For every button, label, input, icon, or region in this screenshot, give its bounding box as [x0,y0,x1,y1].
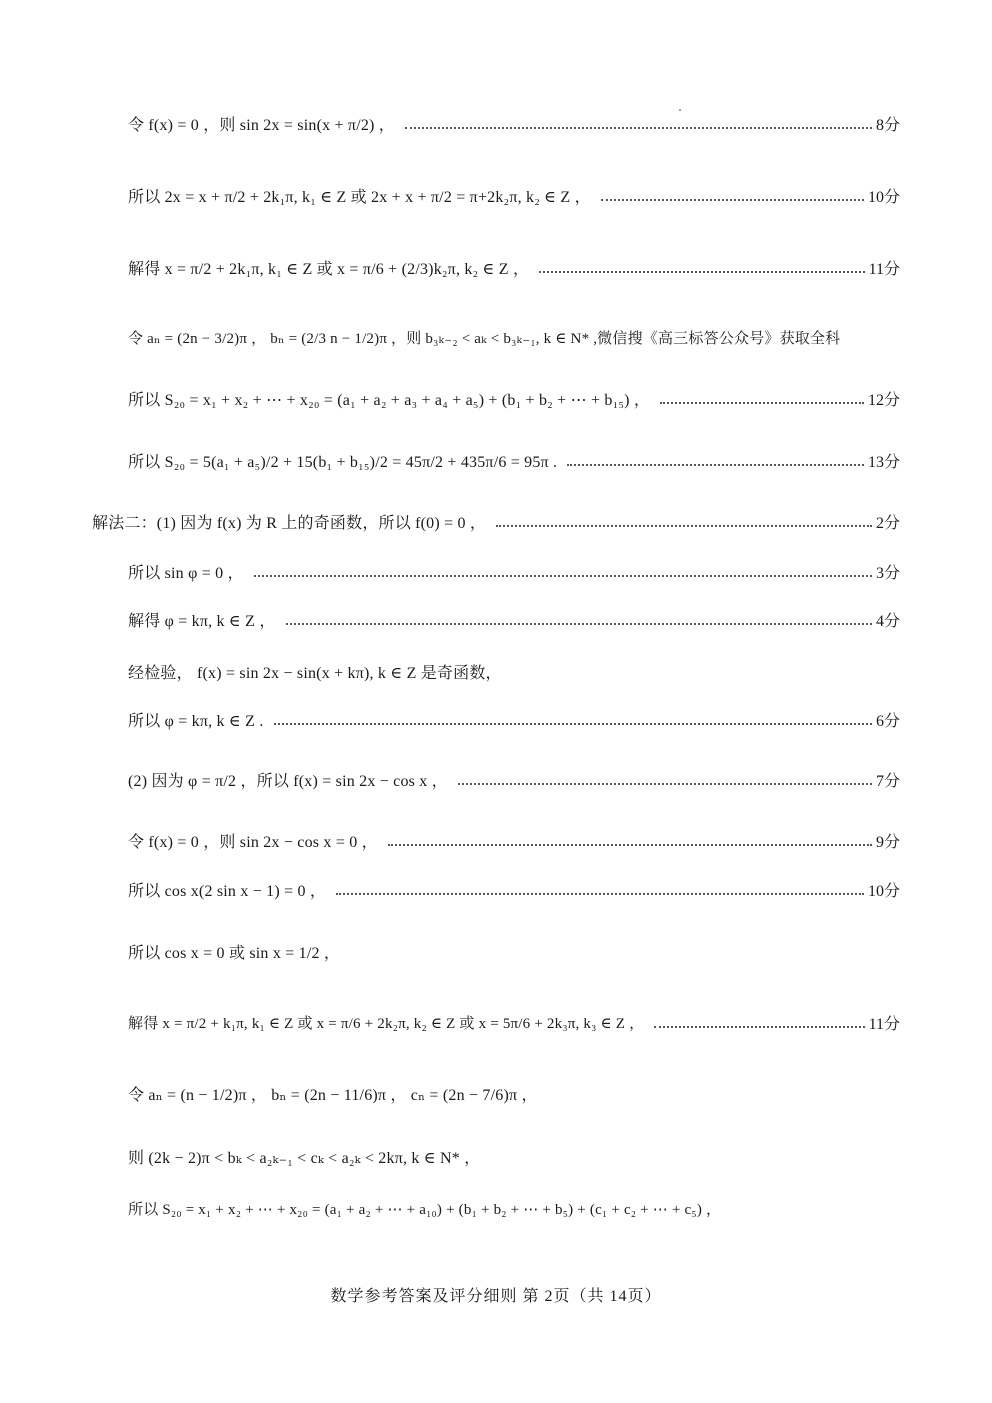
dot-leader [254,575,872,577]
line-text: (2) 因为 φ = π/2 ，所以 f(x) = sin 2x − cos x ， [128,773,448,790]
line-9 [128,608,900,631]
score: 6分 [875,713,900,730]
dot-leader [405,127,872,129]
line-8 [128,560,900,583]
dot-leader [539,271,864,273]
line-5 [128,387,900,410]
dot-leader [286,623,872,625]
line-15 [128,940,900,963]
score: 10分 [867,189,900,206]
score: 11分 [868,261,900,278]
dot-leader [388,844,872,846]
line-6 [128,449,900,472]
line-1 [128,112,900,135]
score: 13分 [867,454,900,471]
line-13 [128,829,900,852]
line-18 [128,1145,900,1168]
line-7 [92,510,900,533]
line-text: 解得 x = π/2 + 2k₁π, k₁ ∈ Z 或 x = π/6 + (2/3)k₂π, k₂ ∈ Z ， [128,261,530,278]
line-text: 所以 φ = kπ, k ∈ Z . [128,713,264,730]
dot-leader [567,464,864,466]
score: 11分 [868,1016,900,1033]
line-2 [128,184,900,207]
line-text: 所以 S₂₀ = x₁ + x₂ + ⋯ + x₂₀ = (a₁ + a₂ + ⋯ + a₁₀) + (b₁ + b₂ + ⋯ + b₅) + (c₁ + c₂ + ⋯ + c₅) ， [128,1202,722,1218]
line-text: 所以 cos x(2 sin x − 1) = 0 ， [128,883,327,900]
line-16 [128,1011,900,1034]
line-4 [128,327,900,348]
line-12 [128,768,900,791]
dot-leader [601,199,864,201]
line-3 [128,256,900,279]
dot-leader [458,783,872,785]
line-text: 所以 sin φ = 0 ， [128,565,244,582]
line-10 [128,660,900,683]
dot-leader [336,893,864,895]
line-text: 所以 S₂₀ = 5(a₁ + a₅)/2 + 15(b₁ + b₁₅)/2 = 45π/2 + 435π/6 = 95π . [128,454,558,471]
line-text: 令 f(x) = 0 ，则 sin 2x = sin(x + π/2) ， [128,117,395,134]
score: 8分 [875,117,900,134]
line-17 [128,1082,900,1105]
line-11 [128,708,900,731]
dot-leader [654,1026,864,1028]
page-footer: 数学参考答案及评分细则 第 2页（共 14页） [330,1288,662,1305]
line-14 [128,878,900,901]
line-text: 经检验， f(x) = sin 2x − sin(x + kπ), k ∈ Z 是奇函数， [128,665,502,682]
dot-leader [660,402,864,404]
line-text: 所以 S₂₀ = x₁ + x₂ + ⋯ + x₂₀ = (a₁ + a₂ + a₃ + a₄ + a₅) + (b₁ + b₂ + ⋯ + b₁₅) ， [128,392,651,409]
score: 2分 [875,515,900,532]
line-text: 则 (2k − 2)π < bₖ < a₂ₖ₋₁ < cₖ < a₂ₖ < 2kπ, k ∈ N* ， [128,1150,481,1167]
line-text: 令 aₙ = (2n − 3/2)π ， bₙ = (2/3 n − 1/2)π ，则 b₃ₖ₋₂ < aₖ < b₃ₖ₋₁, k ∈ N* ,微信搜《高三标答公众号》获取全科 [128,331,841,347]
line-text: 令 f(x) = 0 ，则 sin 2x − cos x = 0 ， [128,834,378,851]
line-text: 所以 cos x = 0 或 sin x = 1/2 ， [128,945,341,962]
line-text: 所以 2x = x + π/2 + 2k₁π, k₁ ∈ Z 或 2x + x + π/2 = π+2k₂π, k₂ ∈ Z ， [128,189,591,206]
scan-speck [679,109,681,111]
line-text: 解法二：(1) 因为 f(x) 为 R 上的奇函数，所以 f(0) = 0 ， [92,515,487,532]
score: 12分 [867,392,900,409]
score: 3分 [875,565,900,582]
score: 9分 [875,834,900,851]
line-text: 解得 x = π/2 + k₁π, k₁ ∈ Z 或 x = π/6 + 2k₂π, k₂ ∈ Z 或 x = 5π/6 + 2k₃π, k₃ ∈ Z ， [128,1016,645,1032]
line-19 [128,1198,900,1219]
line-text: 令 aₙ = (n − 1/2)π ， bₙ = (2n − 11/6)π ， cₙ = (2n − 7/6)π ， [128,1087,538,1104]
score: 4分 [875,613,900,630]
score: 10分 [867,883,900,900]
dot-leader [496,525,872,527]
line-text: 解得 φ = kπ, k ∈ Z ， [128,613,276,630]
dot-leader [274,723,872,725]
score: 7分 [875,773,900,790]
